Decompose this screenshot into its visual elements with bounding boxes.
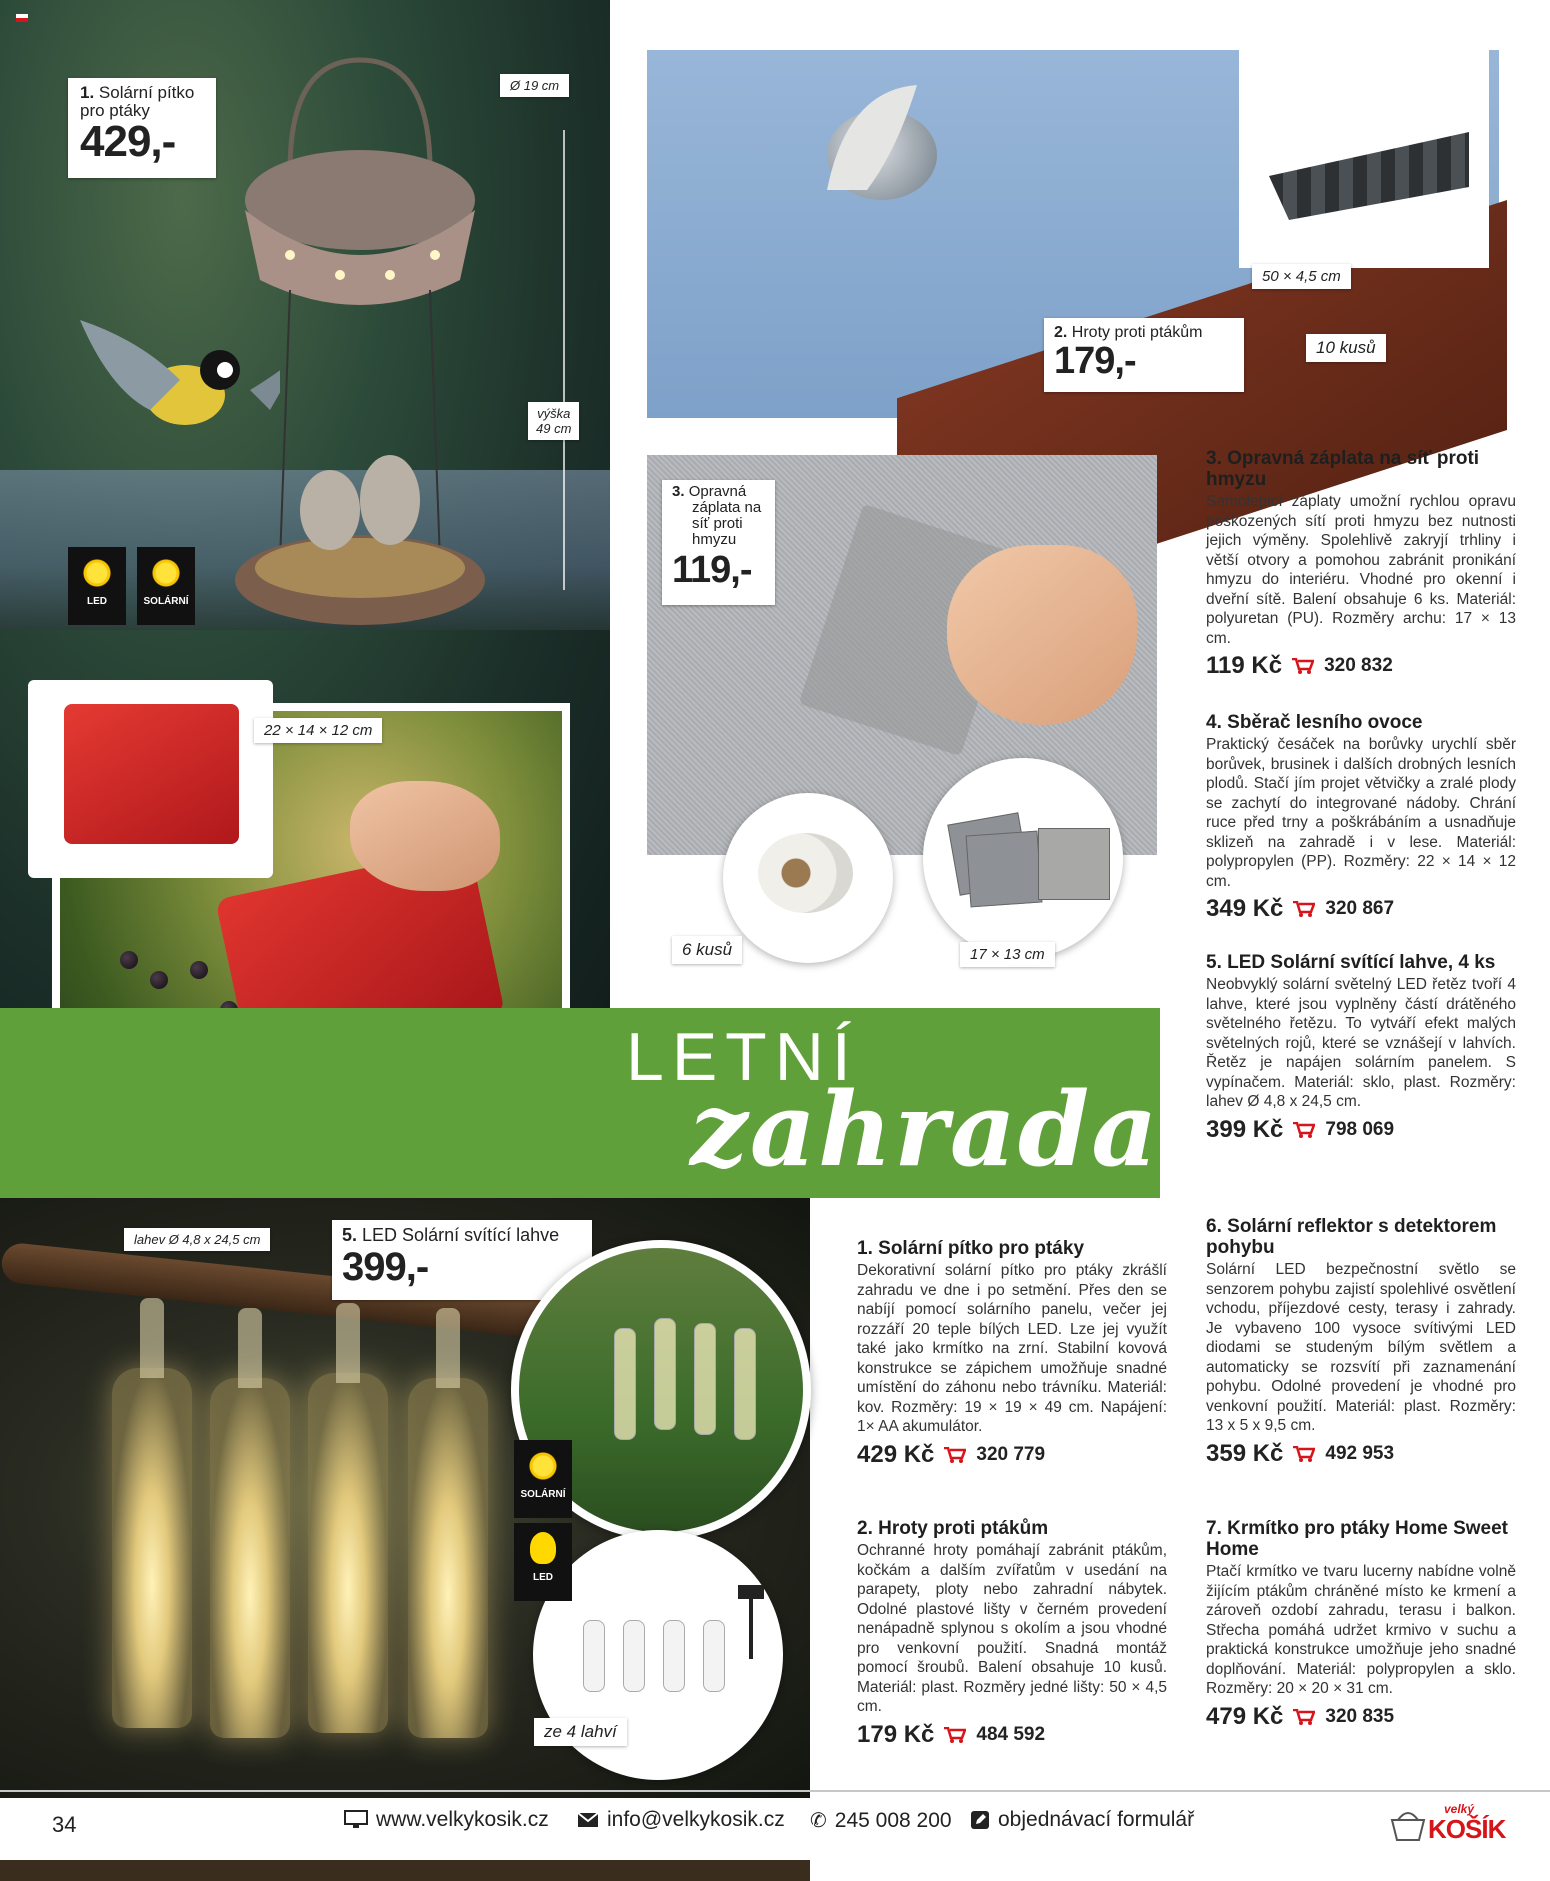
sun-icon (149, 556, 183, 590)
bottle (408, 1378, 488, 1738)
berry (120, 951, 138, 969)
footer-email[interactable] (577, 1808, 785, 1832)
scoop-product-image (64, 704, 239, 844)
bottle (308, 1373, 388, 1733)
product-text: Ochranné hroty pomáhají zabránit ptákům, kočkám a dalším zvířatům v usedání na parapety, ploty nebo zahradní nábytek. Odolné plastové lišty v černém provedení nenápadně splynou s okolím a jsou vhodné pro venkovní použití. Snadná montáž pomocí šroubů. Balení obsahuje 10 kusů. Materiál: plast. Rozměry jedné lišty: 50 × 4,5 cm. (857, 1542, 1167, 1715)
page-number: 34 (52, 1812, 77, 1837)
bottle (703, 1620, 725, 1692)
tag-number: 1. (80, 83, 95, 102)
phone-icon: ✆ (810, 1810, 827, 1832)
patch-sheets-circle (923, 758, 1123, 958)
product-code: 484 592 (976, 1723, 1046, 1745)
tag-name: LED Solární svítící lahve (362, 1225, 560, 1245)
product-number: 1. (857, 1238, 873, 1259)
solar-badge-label: SOLÁRNÍ (143, 596, 189, 607)
scoop-size-label: 22 × 14 × 12 cm (254, 718, 382, 743)
patch-roll-circle (723, 793, 893, 963)
hand (947, 545, 1137, 725)
product-name: Sběrač lesního ovoce (1227, 712, 1423, 733)
bottle (663, 1620, 685, 1692)
cart-icon[interactable] (944, 1727, 966, 1743)
bottle-size-label: lahev Ø 4,8 x 24,5 cm (124, 1228, 270, 1251)
product-price: 179 Kč (857, 1720, 935, 1748)
tag-price: 429,- (80, 117, 176, 166)
berry (150, 971, 168, 989)
feeder-height-label: výška 49 cm (528, 402, 579, 440)
bottle-count-label: ze 4 lahví (534, 1718, 627, 1746)
product-description-6 (1206, 1216, 1516, 1468)
product-name: Opravná záplata na síť proti hmyzu (1206, 448, 1480, 490)
website-link[interactable]: www.velkykosik.cz (376, 1808, 549, 1831)
logo-top-text: velký (1444, 1802, 1475, 1816)
cart-icon[interactable] (1292, 658, 1314, 674)
bottle (210, 1378, 290, 1738)
bottom-photo-strip (0, 1860, 810, 1881)
order-form-link[interactable]: objednávací formulář (998, 1808, 1195, 1831)
led-badge (514, 1523, 572, 1601)
product-code: 798 069 (1325, 1118, 1395, 1140)
phone-number[interactable]: 245 008 200 (834, 1808, 952, 1832)
bottle (614, 1328, 636, 1440)
sun-icon (526, 1449, 560, 1483)
tag-name-line4: hmyzu (692, 531, 737, 548)
footer-phone[interactable] (810, 1808, 952, 1833)
product-number: 6. (1206, 1216, 1222, 1237)
cart-icon[interactable] (1293, 901, 1315, 917)
bulb-icon (80, 556, 114, 590)
spike-strip-inset (1239, 50, 1489, 268)
product-price: 359 Kč (1206, 1439, 1284, 1467)
patch-sheet (966, 831, 1043, 908)
product-name: Hroty proti ptákům (878, 1518, 1049, 1539)
berry (190, 961, 208, 979)
product-code: 320 867 (1325, 898, 1395, 919)
banner-title-line1: LETNÍ (626, 1019, 859, 1095)
product-number: 3. (1206, 448, 1222, 469)
tag-name-line2: záplata na (692, 499, 762, 516)
patch-size-label: 17 × 13 cm (960, 942, 1055, 967)
product-price: 399 Kč (1206, 1115, 1284, 1143)
product-description-2 (857, 1518, 1167, 1749)
product-text: Praktický česáček na borůvky urychlí sběr borůvek, brusinek i dalších drobných lesních plodů. Stačí jím projet větvičky a zralé plody se zachytí do integrované nádoby. Chrání ruce před trny a poškrábáním a usnadňuje sklizeň na zahradě i v lese. Materiál: polypropylen (PP). Rozměry: 22 × 14 × 12 cm. (1206, 736, 1516, 890)
basket-icon (1388, 1808, 1428, 1844)
product-description-1 (857, 1238, 1167, 1469)
tag-price: 179,- (1054, 340, 1136, 382)
tag-price: 399,- (342, 1245, 429, 1289)
logo-bottom-text: KOŠÍK (1428, 1814, 1506, 1844)
solar-panel (738, 1585, 764, 1599)
led-badge (68, 547, 126, 625)
product-description-4 (1206, 712, 1516, 923)
cart-icon[interactable] (1293, 1709, 1315, 1725)
tag-number: 2. (1054, 324, 1068, 341)
bottle (654, 1318, 676, 1430)
product-name: LED Solární svítící lahve, 4 ks (1227, 952, 1496, 973)
bottle (734, 1328, 756, 1440)
cart-icon[interactable] (944, 1447, 966, 1463)
product-number: 5. (1206, 952, 1222, 973)
email-link[interactable]: info@velkykosik.cz (607, 1808, 785, 1831)
tag-price: 119,- (672, 549, 752, 591)
product-text: Neobvyklý solární světelný LED řetěz tvoří 4 lahve, které jsou vyplněny částí drátěného světelného řetězu. To vytváří efekt malých světelných rojů, které se vznášejí v lahvích. Řetěz je napájen solárním panelem. S vypínačem. Materiál: sklo, plast. Rozměry: lahev Ø 4,8 x 24,5 cm. (1206, 976, 1516, 1110)
flag-icon (16, 14, 28, 22)
product-description-5 (1206, 952, 1516, 1144)
product-text: Solární LED bezpečnostní světlo se senzorem pohybu zajistí spolehlivé osvětlení vchodu, příjezdové cesty, terasy i zahrady. Je vybaveno 100 vysoce svítivými LED diodami se studeným bílým světlem a automaticky se rozsvítí při zaznamenání pohybu. Odolné provedení je vhodné pro venkovní použití. Materiál: plast. Rozměry: 13 x 5 x 9,5 cm. (1206, 1261, 1516, 1434)
product-description-3 (1206, 448, 1516, 680)
product-code: 320 835 (1325, 1705, 1395, 1727)
solar-stake (749, 1599, 753, 1659)
footer-website[interactable] (344, 1808, 549, 1832)
feeder-diameter-label: Ø 19 cm (500, 74, 569, 97)
product-price: 119 Kč (1206, 652, 1283, 679)
product-price: 479 Kč (1206, 1702, 1284, 1730)
patch-count-label: 6 kusů (672, 936, 742, 964)
product-number: 7. (1206, 1518, 1222, 1539)
edit-form-icon (970, 1810, 990, 1830)
product-price: 429 Kč (857, 1440, 935, 1468)
bottle (112, 1368, 192, 1728)
product-description-7 (1206, 1518, 1516, 1731)
product-code: 492 953 (1325, 1442, 1395, 1464)
tit-bird (70, 300, 280, 470)
pigeon-wings (807, 80, 947, 200)
spike-strip (1269, 110, 1469, 220)
led-badge-label: LED (533, 1572, 553, 1583)
solar-badge-label: SOLÁRNÍ (520, 1489, 566, 1500)
bottle (583, 1620, 605, 1692)
solar-badge (514, 1440, 572, 1518)
patch-roll (758, 833, 853, 913)
mail-icon (577, 1812, 599, 1828)
scoop-product-inset (28, 680, 273, 878)
tag-name-line1: Opravná (688, 483, 747, 500)
hand (350, 781, 500, 891)
tag-name: Hroty proti ptákům (1071, 324, 1203, 341)
tag-number: 5. (342, 1225, 358, 1245)
patch-sheet (1038, 828, 1110, 900)
spike-count-label: 10 kusů (1306, 334, 1386, 362)
product-code: 320 832 (1324, 655, 1393, 676)
footer-order-form[interactable] (970, 1808, 1194, 1832)
bottle (694, 1323, 716, 1435)
product-code: 320 779 (976, 1443, 1046, 1465)
price-tag-2 (1044, 318, 1244, 392)
tag-name-line1: Solární pítko (98, 83, 195, 102)
product-name: Solární pítko pro ptáky (878, 1238, 1085, 1259)
product-text: Ptačí krmítko ve tvaru lucerny nabídne volně žijícím ptákům chráněné místo ke krmení a zároveň ozdobí zahradu, terasu i balkon. Střecha pomáhá udržet krmivo v suchu a praktická konstrukce umožňuje jeho snadné doplňování. Materiál: polypropylen a sklo. Rozměry: 20 × 20 × 31 cm. (1206, 1563, 1516, 1697)
tag-number: 3. (672, 483, 685, 500)
spike-size-label: 50 × 4,5 cm (1252, 264, 1351, 289)
bulb-icon (530, 1532, 556, 1564)
tag-name-line3: síť proti (692, 515, 743, 532)
price-tag-3 (662, 480, 775, 605)
solar-badge (137, 547, 195, 625)
bottle (623, 1620, 645, 1692)
product-name: Krmítko pro ptáky Home Sweet Home (1206, 1518, 1508, 1560)
cart-icon[interactable] (1293, 1122, 1315, 1138)
footer-divider (0, 1790, 1550, 1792)
product-price: 349 Kč (1206, 895, 1284, 922)
banner-title-line2: zahrada (690, 1070, 1160, 1190)
tag-name-line2: pro ptáky (80, 101, 150, 120)
led-badge-label: LED (87, 596, 107, 607)
product-number: 2. (857, 1518, 873, 1539)
velky-kosik-logo[interactable] (1388, 1800, 1506, 1850)
product-text: Samolepicí záplaty umožní rychlou opravu poškozených sítí proti hmyzu bez nutnosti jejich výměny. Spolehlivě zakryjí trhliny i větší otvory a pomohou zabránit pronikání hmyzu do interiéru. Vhodné pro okenní i dveřní sítě. Balení obsahuje 6 ks. Materiál: polyuretan (PU). Rozměry archu: 17 × 13 cm. (1206, 493, 1516, 647)
price-tag-1 (68, 78, 216, 178)
height-dimension-line (563, 130, 565, 590)
product-name: Solární reflektor s detektorem pohybu (1206, 1216, 1497, 1258)
monitor-icon (344, 1810, 368, 1830)
product-text: Dekorativní solární pítko pro ptáky zkrášlí zahradu ve dne i po setmění. Přes den se nabíjí pomocí solárního panelu, večer jej rozzáří 20 teple bílých LED. Lze jej využít také jako krmítko na zrní. Stabilní kovová konstrukce se zápichem umožňuje snadné umístění do záhonu nebo trávníku. Materiál: kov. Rozměry: 19 × 19 × 49 cm. Napájení: 1× AA akumulátor. (857, 1262, 1167, 1435)
cart-icon[interactable] (1293, 1446, 1315, 1462)
product-number: 4. (1206, 712, 1222, 733)
